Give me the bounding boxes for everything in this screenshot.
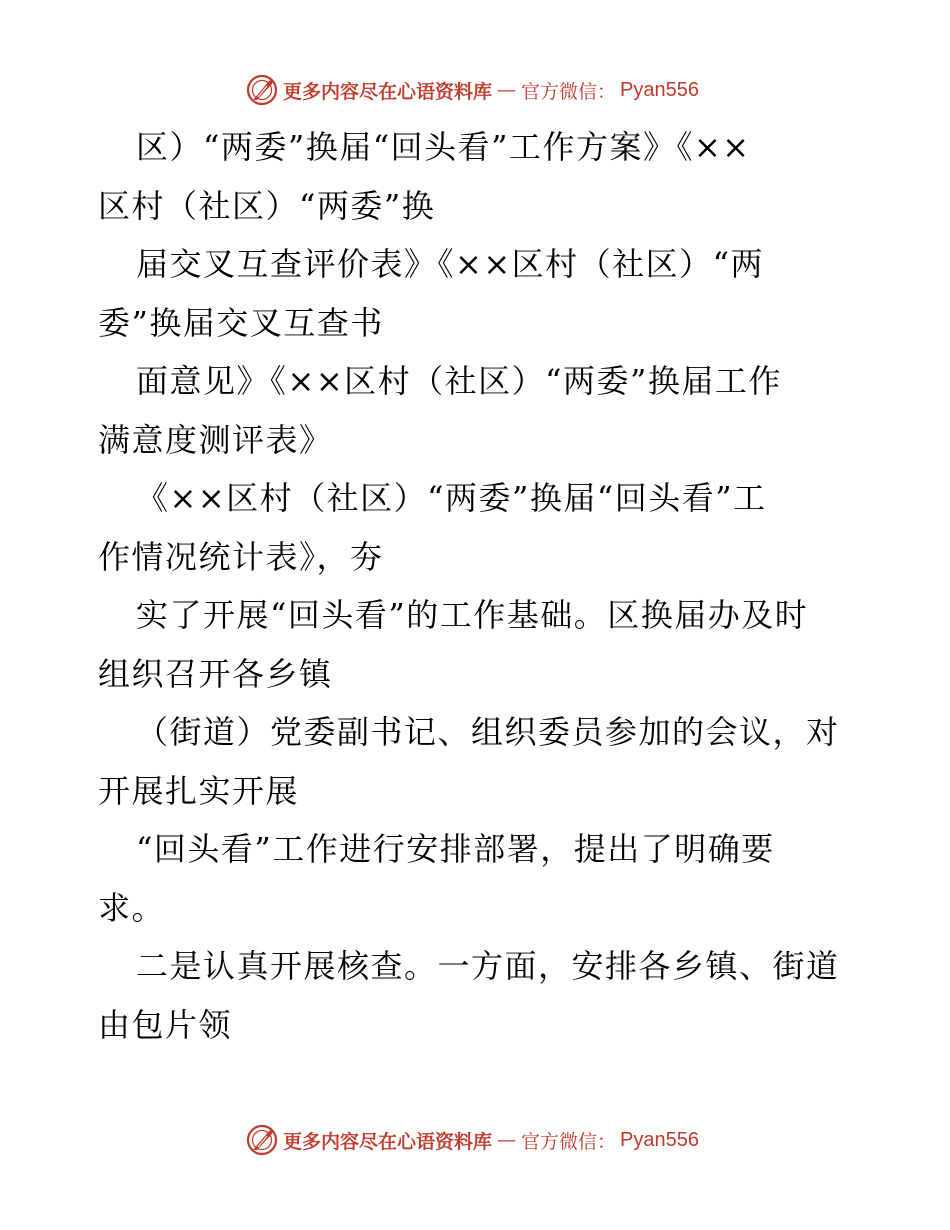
body-line: 面意见》《××区村（社区）“两委”换届工作 bbox=[136, 362, 782, 400]
body-line: 开展扎实开展 bbox=[98, 771, 300, 810]
body-line: 满意度测评表》 bbox=[98, 420, 333, 459]
footer-banner-dash: — bbox=[497, 1129, 517, 1151]
body-line: 区）“两委”换届“回头看”工作方案》《×× bbox=[136, 128, 751, 166]
quill-pen-logo-icon bbox=[245, 73, 279, 107]
body-line: 求。 bbox=[98, 888, 166, 927]
body-line: “回头看”工作进行安排部署，提出了明确要 bbox=[136, 830, 775, 868]
quill-pen-logo-icon bbox=[245, 1123, 279, 1157]
header-banner-dash: — bbox=[497, 79, 517, 101]
footer-banner-inner bbox=[245, 1123, 699, 1157]
body-line: 由包片领 bbox=[98, 1005, 233, 1044]
footer-banner bbox=[0, 1120, 950, 1160]
body-line: 组织召开各乡镇 bbox=[98, 654, 333, 693]
body-line: 作情况统计表》，夯 bbox=[98, 537, 384, 576]
header-banner bbox=[0, 70, 950, 110]
body-line: 《××区村（社区）“两委”换届“回头看”工 bbox=[136, 479, 767, 517]
body-line: 实了开展“回头看”的工作基础。区换届办及时 bbox=[136, 596, 809, 634]
header-banner-wechat-id: Pyan556 bbox=[620, 78, 699, 101]
header-banner-wechat-label: 官方微信： bbox=[521, 80, 617, 103]
header-banner-inner bbox=[245, 73, 699, 107]
footer-banner-main-text: 更多内容尽在心语资料库 bbox=[283, 1130, 493, 1153]
body-line: （街道）党委副书记、组织委员参加的会议，对 bbox=[136, 713, 840, 751]
body-line: 区村（社区）“两委”换 bbox=[98, 186, 436, 225]
footer-banner-wechat-label: 官方微信： bbox=[521, 1130, 617, 1153]
body-line: 届交叉互查评价表》《××区村（社区）“两 bbox=[136, 245, 764, 283]
footer-banner-wechat-id: Pyan556 bbox=[620, 1128, 699, 1151]
body-line: 委”换届交叉互查书 bbox=[98, 303, 384, 342]
body-line: 二是认真开展核查。一方面，安排各乡镇、街道 bbox=[136, 947, 840, 985]
header-banner-main-text: 更多内容尽在心语资料库 bbox=[283, 80, 493, 103]
document-body bbox=[98, 118, 850, 1054]
